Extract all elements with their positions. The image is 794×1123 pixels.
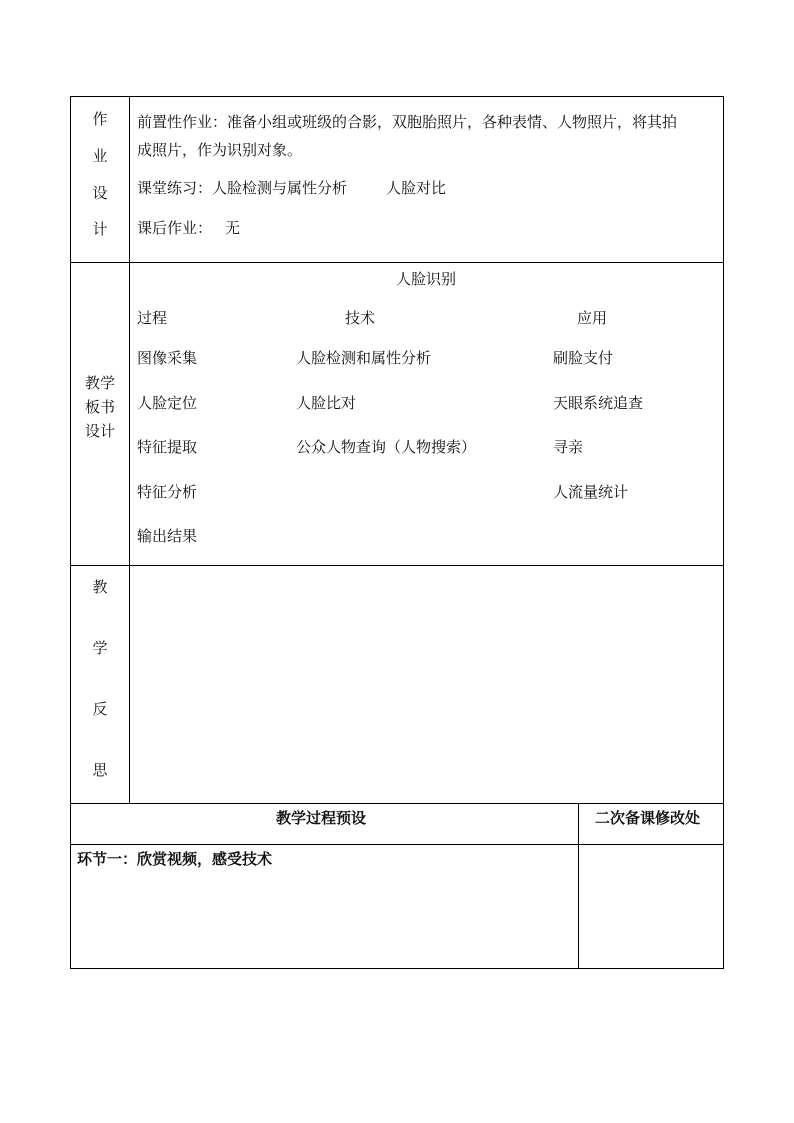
revision-header: 二次备课修改处 xyxy=(595,809,701,827)
board-label-line: 教学 xyxy=(84,374,115,392)
board-technology-item: 人脸比对 xyxy=(296,394,357,412)
board-technology-item: 公众人物查询（人物搜索） xyxy=(296,438,477,456)
board-application-item: 天眼系统追查 xyxy=(553,394,644,412)
reflection-label-char: 教 xyxy=(92,578,108,596)
board-application-item: 寻亲 xyxy=(553,438,584,456)
board-label-line: 板书 xyxy=(84,398,115,416)
homework-label-char: 业 xyxy=(92,147,108,165)
board-title: 人脸识别 xyxy=(396,270,457,288)
homework-label-char: 设 xyxy=(92,184,108,202)
board-process-item: 输出结果 xyxy=(137,527,198,545)
board-process-item: 人脸定位 xyxy=(137,394,198,412)
board-label-line: 设计 xyxy=(84,422,115,440)
board-process-item: 图像采集 xyxy=(137,349,198,367)
reflection-label-char: 学 xyxy=(92,639,108,657)
process-step-1: 环节一：欣赏视频，感受技术 xyxy=(77,850,273,868)
revision-notes-area xyxy=(579,845,723,968)
row-divider-reflection xyxy=(70,803,724,804)
board-application-item: 刷脸支付 xyxy=(553,349,614,367)
row-divider-homework xyxy=(70,262,724,263)
homework-after-class: 课后作业： xyxy=(137,219,213,237)
table-right-border xyxy=(723,96,724,969)
board-header-application: 应用 xyxy=(577,309,608,327)
table-top-border xyxy=(70,96,724,97)
reflection-label-char: 思 xyxy=(92,761,108,779)
homework-label-char: 作 xyxy=(92,110,108,128)
reflection-content-area xyxy=(130,566,723,803)
homework-preview-line-2: 成照片，作为识别对象。 xyxy=(137,141,303,159)
process-header: 教学过程预设 xyxy=(276,809,367,827)
reflection-label-char: 反 xyxy=(92,700,108,718)
board-technology-item: 人脸检测和属性分析 xyxy=(296,349,432,367)
board-process-item: 特征分析 xyxy=(137,483,198,501)
homework-label-char: 计 xyxy=(92,220,108,238)
board-header-technology: 技术 xyxy=(345,309,376,327)
board-process-item: 特征提取 xyxy=(137,438,198,456)
homework-preview-line-1: 前置性作业：准备小组或班级的合影，双胞胎照片，各种表情、人物照片，将其拍 xyxy=(137,113,678,131)
homework-after-class-value: 无 xyxy=(225,219,241,237)
board-header-process: 过程 xyxy=(137,309,168,327)
homework-classwork-extra: 人脸对比 xyxy=(386,179,447,197)
board-application-item: 人流量统计 xyxy=(553,483,629,501)
table-bottom-border xyxy=(70,968,724,969)
homework-classwork: 课堂练习：人脸检测与属性分析 xyxy=(137,179,348,197)
